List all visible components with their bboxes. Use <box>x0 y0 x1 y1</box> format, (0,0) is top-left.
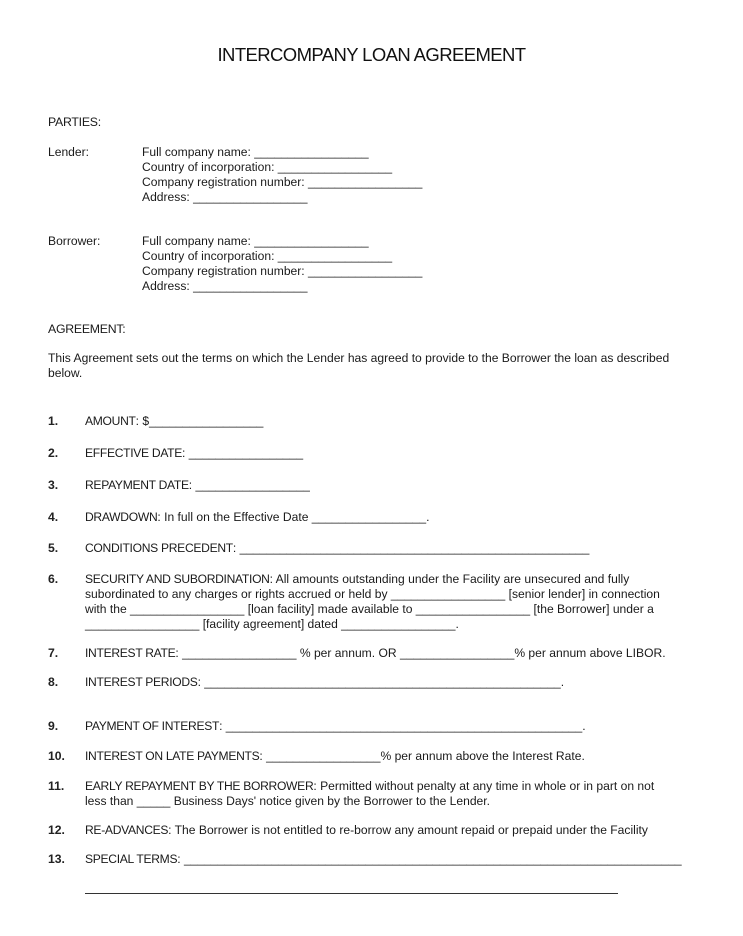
clause-number: 1. <box>48 414 59 428</box>
clause-number: 12. <box>48 823 65 837</box>
intro-line: below. <box>48 366 83 380</box>
document-title: INTERCOMPANY LOAN AGREEMENT <box>217 44 526 65</box>
clause-heading: AMOUNT <box>85 414 136 428</box>
clause-re-advances <box>85 823 648 838</box>
lender-label: Lender: <box>48 145 90 159</box>
clause-heading: RE-ADVANCES <box>85 823 169 837</box>
lender-company-name-field[interactable]: Full company name: _________________ <box>142 145 369 159</box>
clause-number: 11. <box>48 779 65 793</box>
clause-effective-date <box>85 446 303 461</box>
clause-heading: PAYMENT OF INTEREST <box>85 719 220 733</box>
intro-paragraph <box>48 351 669 381</box>
clause-number: 10. <box>48 749 65 763</box>
clause-body[interactable]: : _________________ <box>188 478 310 492</box>
clause-interest-periods <box>85 675 564 690</box>
clause-heading: EFFECTIVE DATE <box>85 446 183 460</box>
clause-special-terms <box>85 852 682 867</box>
special-terms-blank-line[interactable] <box>85 893 618 894</box>
parties-heading: PARTIES: <box>48 115 101 129</box>
borrower-country-field[interactable]: Country of incorporation: _________________ <box>142 249 393 263</box>
clause-body[interactable]: : _____________________________________________________. <box>197 675 565 689</box>
clause-early-repayment <box>85 779 654 809</box>
clause-heading: INTEREST PERIODS <box>85 675 198 689</box>
clause-number: 4. <box>48 510 59 524</box>
clause-body[interactable]: : _________________ % per annum. OR _________________% per annum above LIBOR. <box>175 646 666 660</box>
clause-heading: INTEREST RATE <box>85 646 176 660</box>
clause-number: 5. <box>48 541 59 555</box>
clause-conditions-precedent <box>85 541 589 556</box>
clause-payment-of-interest <box>85 719 586 734</box>
agreement-heading: AGREEMENT: <box>48 322 126 336</box>
clause-drawdown <box>85 510 430 525</box>
borrower-fields <box>142 234 422 294</box>
clause-body-line[interactable]: _________________ [facility agreement] dated _________________. <box>85 617 459 631</box>
lender-fields <box>142 145 422 205</box>
clause-number: 9. <box>48 719 59 733</box>
clause-body: : The Borrower is not entitled to re-borrow any amount repaid or prepaid under the Facility <box>168 823 648 837</box>
clause-body-line[interactable]: subordinated to any charges or rights accrued or held by _________________ [senior lender] in connection <box>85 587 660 601</box>
clause-number: 3. <box>48 478 59 492</box>
clause-repayment-date <box>85 478 310 493</box>
clause-body: : All amounts outstanding under the Facility are unsecured and fully <box>269 572 630 586</box>
clause-body[interactable]: : _________________ <box>182 446 304 460</box>
clause-amount <box>85 414 263 429</box>
clause-interest-rate <box>85 646 666 661</box>
clause-number: 13. <box>48 852 65 866</box>
clause-body[interactable]: : ____________________________________________________ <box>232 541 590 555</box>
clause-body[interactable]: : In full on the Effective Date _________________. <box>157 510 430 524</box>
clause-number: 6. <box>48 572 59 586</box>
clause-body[interactable]: : $_________________ <box>135 414 264 428</box>
clause-heading: SECURITY AND SUBORDINATION <box>85 572 270 586</box>
clause-heading: DRAWDOWN <box>85 510 158 524</box>
lender-country-field[interactable]: Country of incorporation: _________________ <box>142 160 393 174</box>
clause-body: : Permitted without penalty at any time in whole or in part on not <box>313 779 655 793</box>
clause-number: 7. <box>48 646 59 660</box>
clause-heading: INTEREST ON LATE PAYMENTS <box>85 749 260 763</box>
clause-body[interactable]: : _________________% per annum above the Interest Rate. <box>259 749 585 763</box>
lender-registration-field[interactable]: Company registration number: _________________ <box>142 175 423 189</box>
clause-body-line[interactable]: less than _____ Business Days' notice given by the Borrower to the Lender. <box>85 794 491 808</box>
clause-heading: SPECIAL TERMS <box>85 852 178 866</box>
borrower-registration-field[interactable]: Company registration number: _________________ <box>142 264 423 278</box>
clause-body-line[interactable]: with the _________________ [loan facility] made available to _________________ [the Borrower] under a <box>85 602 654 616</box>
clause-heading: EARLY REPAYMENT BY THE BORROWER <box>85 779 314 793</box>
clause-body[interactable]: : _____________________________________________________. <box>219 719 586 733</box>
clause-heading: REPAYMENT DATE <box>85 478 189 492</box>
clause-interest-late-payments <box>85 749 585 764</box>
clause-security-subordination <box>85 572 660 632</box>
clause-number: 2. <box>48 446 59 460</box>
borrower-label: Borrower: <box>48 234 101 248</box>
lender-address-field[interactable]: Address: _________________ <box>142 190 308 204</box>
clause-body[interactable]: : __________________________________________________________________________ <box>177 852 682 866</box>
intro-line: This Agreement sets out the terms on which the Lender has agreed to provide to the Borrower the loan as described <box>48 351 670 365</box>
clause-number: 8. <box>48 675 59 689</box>
borrower-address-field[interactable]: Address: _________________ <box>142 279 308 293</box>
clause-heading: CONDITIONS PRECEDENT <box>85 541 233 555</box>
borrower-company-name-field[interactable]: Full company name: _________________ <box>142 234 369 248</box>
